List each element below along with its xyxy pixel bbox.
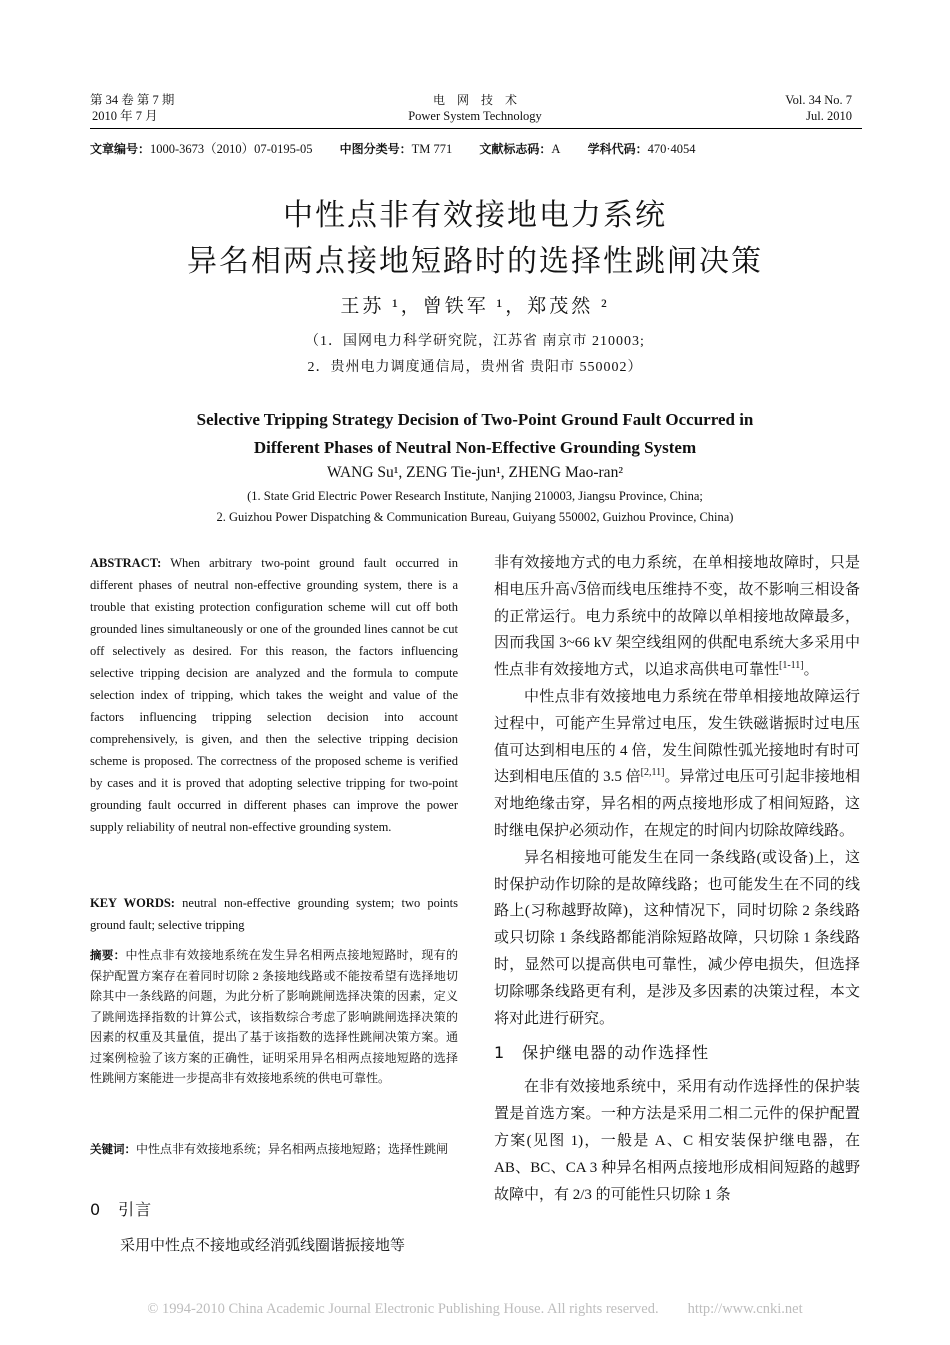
paragraph-2 <box>494 684 860 845</box>
header-journal-en: Power System Technology <box>408 109 542 123</box>
copyright-footer: © 1994-2010 China Academic Journal Electronic Publishing House. All rights reserved. http://www.cnki.net <box>147 1301 803 1317</box>
abstract-en-label: ABSTRACT: <box>90 556 162 570</box>
abstract-cn-text: 中性点非有效接地系统在发生异名相两点接地短路时，现有的保护配置方案存在着同时切除 2 条接地线路或不能按希望有选择地切除其中一条线路的问题，为此分析了影响跳闸选择决策的因素，定义了跳闸选择指数的计算公式，该指数综合考虑了影响跳闸选择决策的因素的权重及其量值，提出了基于该指数的选择性跳闸决策方案。通过案例检验了该方案的正确性，证明采用异名相两点接地短路的选择性跳闸方案能进一步提高非有效接地系统的供电可靠性。 <box>90 948 458 1085</box>
p2-citation: [2,11] <box>640 767 665 779</box>
title-en-line1: Selective Tripping Strategy Decision of Two-Point Ground Fault Occurred in <box>196 410 754 429</box>
article-no-label: 文章编号： <box>90 142 151 156</box>
header-volume-en: Vol. 34 No. 7 <box>785 93 852 107</box>
p1-text-b: 倍而线电压维持不变，故不影响三相设备的正常运行。电力系统中的故障以单相接地故障最多，因而我国 3~66 kV 架空线组网的供配电系统大多采用中性点非有效接地方式，以追求高供电可靠性 <box>494 581 860 679</box>
header-vol-en <box>700 92 852 124</box>
section-0-heading: 0 引言 <box>90 1200 153 1219</box>
keywords-en <box>90 892 458 936</box>
affiliation-cn-1: （1．国网电力科学研究院，江苏省 南京市 210003; <box>305 334 645 349</box>
sqrt-symbol: √3 <box>570 581 586 598</box>
sqrt-value: 3 <box>578 581 586 598</box>
title-cn-line1: 中性点非有效接地电力系统 <box>283 198 667 233</box>
right-column <box>494 550 860 1208</box>
title-cn-line2: 异名相两点接地短路时的选择性跳闸决策 <box>187 244 763 279</box>
abstract-en-text: When arbitrary two-point ground fault occurred in different phases of neutral non-effective grounding system, there is a trouble that existing protection configuration scheme will cut off both grounded lines simultaneously or one of the grounded lines cannot be cut off selectively as desired. For this reason, the factors influencing selective tripping decision are analyzed and the formula to compute selection index of tripping, which takes the weight and value of the factors influencing tripping selection decision into account comprehensively, is given, and then the selective tripping decision scheme is proposed. The correctness of the proposed scheme is verified by cases and it is proved that adopting selective tripping for two-point grounding fault occurred in different phases can improve the power supply reliability of neutral non-effective grounding system. <box>90 556 458 834</box>
paragraph-4: 在非有效接地系统中，采用有动作选择性的保护装置是首选方案。一种方法是采用二相二元件的保护配置方案(见图 1)，一般是 A、C 相安装保护继电器，在 AB、BC、CA 3 种异名相两点接地形成相间短路的越野故障中，有 2/3 的可能性只切除 1 条 <box>494 1079 860 1203</box>
p1-text-a: 非有效接地方式的电力系统，在单相接地故障时，只是相电压升高 <box>494 555 860 598</box>
section-1-heading: 1 保护继电器的动作选择性 <box>494 1043 710 1063</box>
keywords-en-label: KEY WORDS: <box>90 896 175 910</box>
p1-end: 。 <box>803 662 819 679</box>
header-rule <box>90 128 862 129</box>
authors-en: WANG Su¹, ZENG Tie-jun¹, ZHENG Mao-ran² <box>327 464 623 481</box>
keywords-cn-label: 关键词： <box>90 1142 136 1156</box>
header-date-en: Jul. 2010 <box>806 109 852 123</box>
p1-citation: [1-11] <box>779 660 804 672</box>
header-volume-issue: 第 34 卷 第 7 期 <box>90 93 175 107</box>
clc-number: TM 771 <box>411 142 453 156</box>
doc-code: A <box>551 142 561 156</box>
abstract-cn <box>90 945 458 1089</box>
keywords-cn <box>90 1139 458 1160</box>
paragraph-3: 异名相接地可能发生在同一条线路(或设备)上，这时保护动作切除的是故障线路；也可能发生在不同的线路上(习称越野故障)，这种情况下，同时切除 2 条线路或只切除 1 条线路都能消除短路故障，只切除 1 条线路时，显然可以提高供电可靠性，减少停电损失，但选择切除哪条线路更有利，是涉及多因素的决策过程，本文将对此进行研究。 <box>494 849 860 1027</box>
paragraph-1 <box>494 550 860 684</box>
header-journal-cn: 电 网 技 术 <box>432 93 517 107</box>
affiliation-en-2: 2. Guizhou Power Dispatching & Communication Bureau, Guiyang 550002, Guizhou Province, China) <box>216 510 734 524</box>
doc-code-label: 文献标志码： <box>479 142 552 156</box>
section-0-text: 采用中性点不接地或经消弧线圈谐振接地等 <box>120 1238 406 1254</box>
abstract-en <box>90 552 458 838</box>
abstract-cn-label: 摘要： <box>90 948 126 962</box>
affiliation-cn-2: 2．贵州电力调度通信局，贵州省 贵阳市 550002） <box>307 360 643 375</box>
subject-code-label: 学科代码： <box>587 142 648 156</box>
authors-cn: 王苏 ¹，曾铁军 ¹，郑茂然 ² <box>340 296 610 317</box>
article-meta <box>90 139 696 157</box>
keywords-cn-text: 中性点非有效接地系统；异名相两点接地短路；选择性跳闸 <box>136 1142 449 1156</box>
article-no: 1000-3673（2010）07-0195-05 <box>150 142 313 156</box>
affiliation-en-1: (1. State Grid Electric Power Research Institute, Nanjing 210003, Jiangsu Province, China; <box>247 489 703 503</box>
title-en-line2: Different Phases of Neutral Non-Effective Grounding System <box>253 438 697 457</box>
clc-label: 中图分类号： <box>339 142 412 156</box>
p2-text-a: 中性点非有效接地电力系统在带单相接地故障运行过程中，可能产生异常过电压，发生铁磁谐振时过电压值可达到相电压的 4 倍，发生间隙性弧光接地时有时可达到相电压值的 3.5 倍 <box>494 688 860 786</box>
p2-text-b: 。异常过电压可引起非接地相对地绝缘击穿，异名相的两点接地形成了相间短路，这时继电保护必须动作，在规定的时间内切除故障线路。 <box>494 769 860 839</box>
subject-code: 470·4054 <box>647 142 696 156</box>
keywords-en-text: neutral non-effective grounding system; two points ground fault; selective tripping <box>90 896 458 932</box>
header-date-cn: 2010 年 7 月 <box>92 109 158 123</box>
